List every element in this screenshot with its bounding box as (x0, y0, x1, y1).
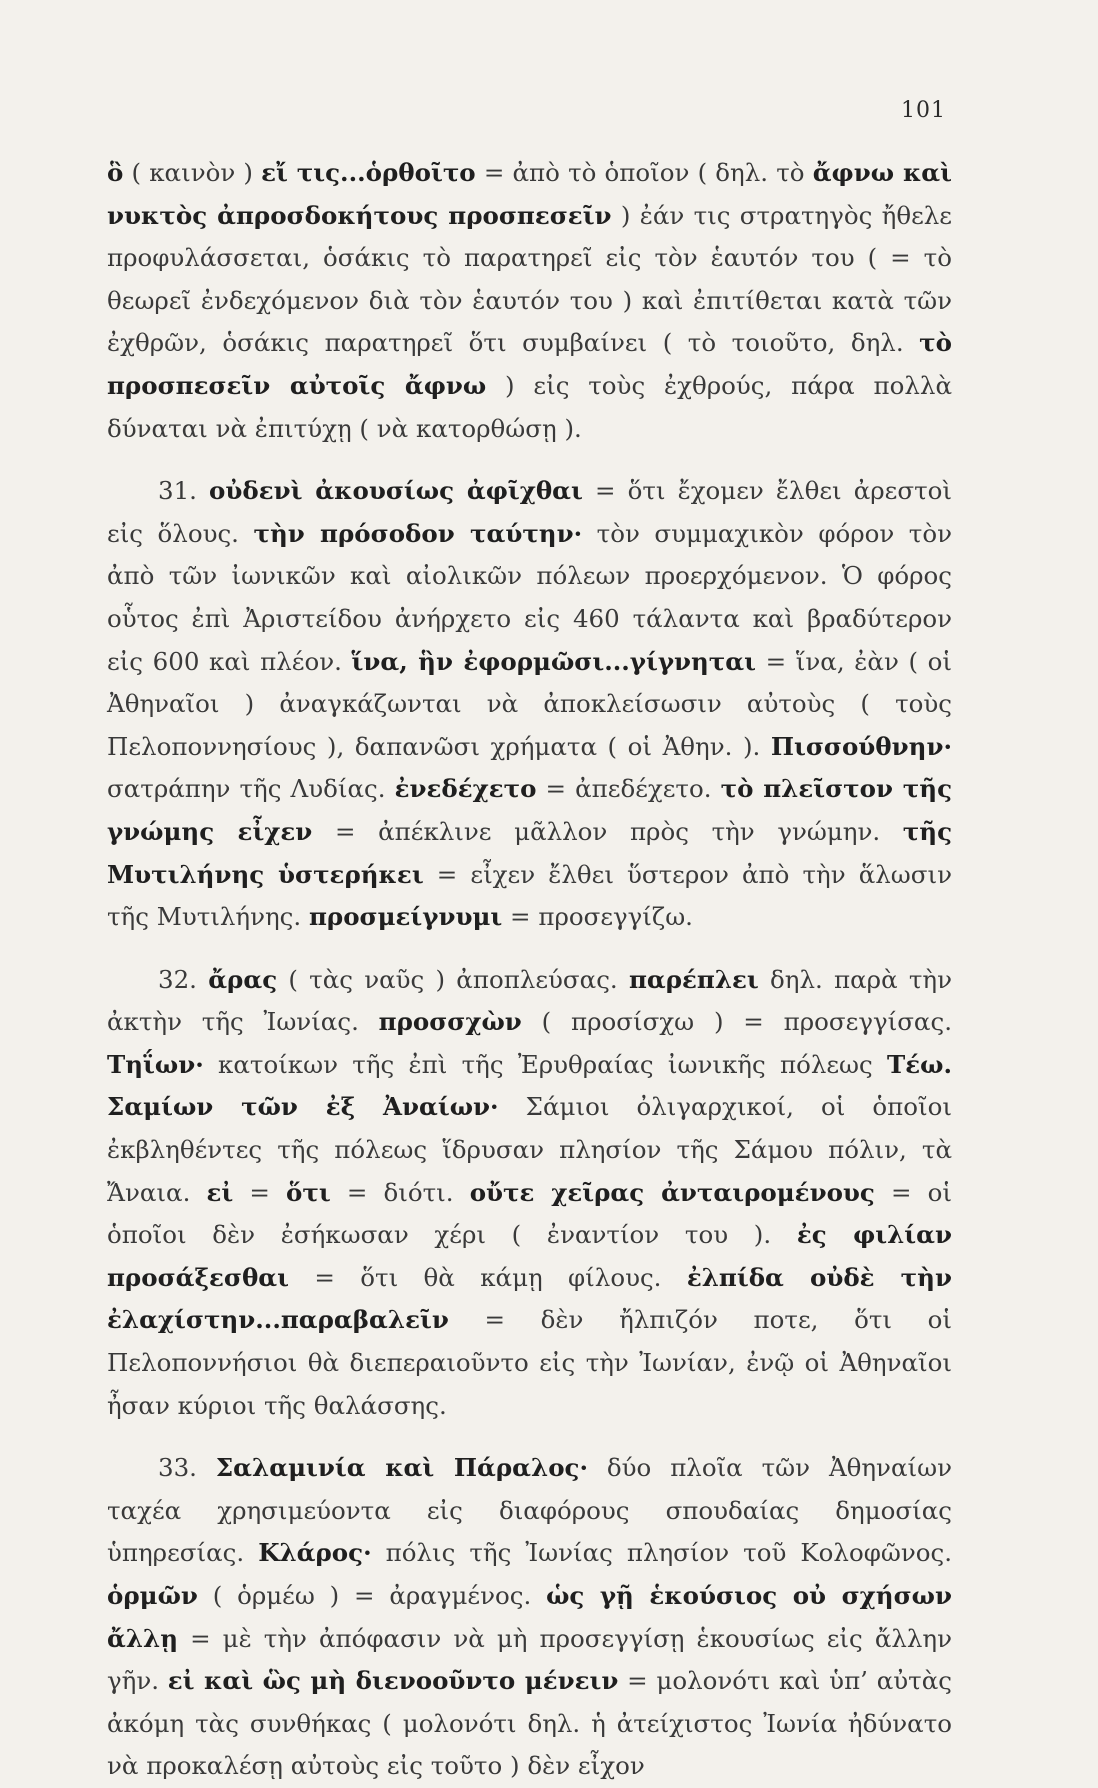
gloss-text: δύο πλοῖα τῶν Ἀθηναίων ταχέα χρησιμεύοντα εἰς διαφόρους σπουδαίας δημοσίας ὑπηρεσίας. (107, 1453, 952, 1568)
gloss-text: σατράπην τῆς Λυδίας. (107, 774, 395, 804)
lemma: ὡς γῇ ἑκούσιος οὐ σχήσων ἄλλῃ (107, 1581, 952, 1653)
lemma: Σαλαμινία καὶ Πάραλος· (215, 1453, 589, 1483)
lemma: ἐλπίδα οὐδὲ τὴν ἐλαχίστην...παραβαλεῖν (107, 1262, 952, 1335)
lemma: προσμείγνυμι (308, 902, 503, 932)
lemma: ὁρμῶν (107, 1581, 198, 1610)
gloss-text: = (233, 1177, 287, 1207)
gloss-text: = διότι. (330, 1177, 470, 1207)
section-number: 32. (158, 964, 209, 994)
gloss-text: ( τὰς ναῦς ) ἀποπλεύσας. (277, 964, 629, 994)
lemma: οὐδενὶ ἀκουσίως ἀφῖχθαι (209, 476, 583, 506)
section-number: 31. (158, 476, 210, 506)
paragraph-31 (107, 470, 952, 939)
lemma: ἄρας (208, 964, 278, 994)
lemma: τὸ πλεῖστον τῆς γνώμης εἶχεν (107, 774, 952, 846)
lemma: Τηΐων· (107, 1049, 204, 1079)
page-number: 101 (901, 98, 946, 123)
gloss-text: δηλ. παρὰ τὴν ἀκτὴν τῆς Ἰωνίας. (107, 964, 952, 1037)
lemma: ὃ (107, 158, 124, 187)
lemma: τὴν πρόσοδον ταύτην· (253, 518, 583, 548)
lemma: ἄφνω καὶ νυκτὸς ἀπροσδοκήτους προσπεσεῖν (107, 158, 953, 230)
lemma: εἴ τις...ὁρθοῖτο (261, 158, 476, 187)
paragraph-32 (107, 959, 952, 1428)
lemma: εἰ (206, 1177, 234, 1207)
gloss-text: κατοίκων τῆς ἐπὶ τῆς Ἐρυθραίας ἰωνικῆς πόλεως (203, 1049, 888, 1079)
lemma: Πισσούθνην· (770, 731, 952, 761)
gloss-text: = μὲ τὴν ἀπόφασιν νὰ μὴ προσεγγίσῃ ἑκουσίως εἰς ἄλλην γῆν. (107, 1623, 952, 1696)
lemma: ἵνα, ἣν ἐφορμῶσι...γίγνηται (351, 646, 756, 676)
gloss-text: ) ἐάν τις στρατηγὸς ἤθελε προφυλάσσεται, ὁσάκις τὸ παρατηρεῖ εἰς τὸν ἑαυτόν του ( = τὸ θεωρεῖ ἐνδεχόμενον διὰ τὸν ἑαυτόν του ) καὶ ἐπιτίθεται κατὰ τῶν ἐχθρῶν, ὁσάκις παρατηρεῖ ὅτι συμβαίνει ( τὸ τοιοῦτο, δηλ. (107, 200, 952, 358)
gloss-text: = οἱ ὁποῖοι δὲν ἐσήκωσαν χέρι ( ἐναντίον του ). (107, 1177, 952, 1250)
lemma: εἰ καὶ ὣς μὴ διενοοῦντο μένειν (167, 1666, 619, 1696)
lemma: ἐνεδέχετο (394, 774, 537, 804)
gloss-text: = ἀπεδέχετο. (536, 774, 721, 804)
gloss-text: = ἀπὸ τὸ ὁποῖον ( δηλ. τὸ (475, 158, 813, 187)
gloss-text: ( ὁρμέω ) = ἀραγμένος. (197, 1581, 547, 1610)
paragraph-33 (107, 1447, 952, 1788)
gloss-text: ) εἰς τοὺς ἐχθρούς, πάρα πολλὰ δύναται νὰ ἐπιτύχῃ ( νὰ κατορθώσῃ ). (107, 370, 952, 443)
gloss-text: ( καινὸν ) (123, 158, 262, 187)
page-text (107, 152, 952, 1788)
gloss-text: = δὲν ἤλπιζόν ποτε, ὅτι οἱ Πελοποννήσιοι θὰ διεπεραιοῦντο εἰς τὴν Ἰωνίαν, ἐνῷ οἱ Ἀθηναῖοι ἦσαν κύριοι τῆς θαλάσσης. (107, 1305, 952, 1420)
lemma: προσσχὼν (378, 1007, 522, 1037)
lemma: Κλάρος· (258, 1538, 372, 1568)
gloss-text: ( προσίσχω ) = προσεγγίσας. (521, 1007, 952, 1037)
gloss-text: πόλις τῆς Ἰωνίας πλησίον τοῦ Κολοφῶνος. (371, 1538, 952, 1568)
lemma: ἐς φιλίαν προσάξεσθαι (107, 1220, 952, 1292)
lemma: τὸ προσπεσεῖν αὐτοῖς ἄφνω (107, 328, 952, 400)
gloss-text: Σάμιοι ὀλιγαρχικοί, οἱ ὁποῖοι ἐκβληθέντες τῆς πόλεως ἵδρυσαν πλησίον τῆς Σάμου πόλιν, τὰ Ἄναια. (107, 1092, 952, 1207)
lemma: Τέω. Σαμίων τῶν ἐξ Ἀναίων· (107, 1049, 952, 1122)
paragraph-continuation (107, 152, 952, 450)
section-number: 33. (158, 1453, 216, 1483)
lemma: τῆς Μυτιλήνης ὑστερήκει (107, 816, 953, 889)
gloss-text: = προσεγγίζω. (502, 902, 693, 932)
gloss-text: = ἀπέκλινε μᾶλλον πρὸς τὴν γνώμην. (312, 816, 903, 846)
lemma: παρέπλει (628, 964, 759, 994)
gloss-text: = ἵνα, ἐὰν ( οἱ Ἀθηναῖοι ) ἀναγκάζωνται νὰ ἀποκλείσωσιν αὐτοὺς ( τοὺς Πελοποννησίους ), δαπανῶσι χρήματα ( οἱ Ἀθην. ). (107, 646, 953, 761)
gloss-text: = εἶχεν ἔλθει ὕστερον ἀπὸ τὴν ἅλωσιν τῆς Μυτιλήνης. (107, 859, 952, 932)
lemma: οὔτε χεῖρας ἀνταιρομένους (469, 1177, 875, 1207)
gloss-text: = ὅτι θὰ κάμῃ φίλους. (289, 1262, 687, 1292)
gloss-text: τὸν συμμαχικὸν φόρον τὸν ἀπὸ τῶν ἰωνικῶν καὶ αἰολικῶν πόλεων προερχόμενον. Ὁ φόρος οὗτος ἐπὶ Ἀριστείδου ἀνήρχετο εἰς 460 τάλαντα καὶ βραδύτερον εἰς 600 καὶ πλέον. (107, 518, 952, 676)
lemma: ὅτι (286, 1177, 331, 1207)
gloss-text: = ὅτι ἔχομεν ἔλθει ἀρεστοὶ εἰς ὅλους. (107, 476, 952, 548)
gloss-text: = μολονότι καὶ ὑπ’ αὐτὰς ἀκόμη τὰς συνθήκας ( μολονότι δηλ. ἡ ἀτείχιστος Ἰωνία ἠδύνατο νὰ προκαλέσῃ αὐτοὺς εἰς τοῦτο ) δὲν εἶχον (107, 1666, 952, 1781)
